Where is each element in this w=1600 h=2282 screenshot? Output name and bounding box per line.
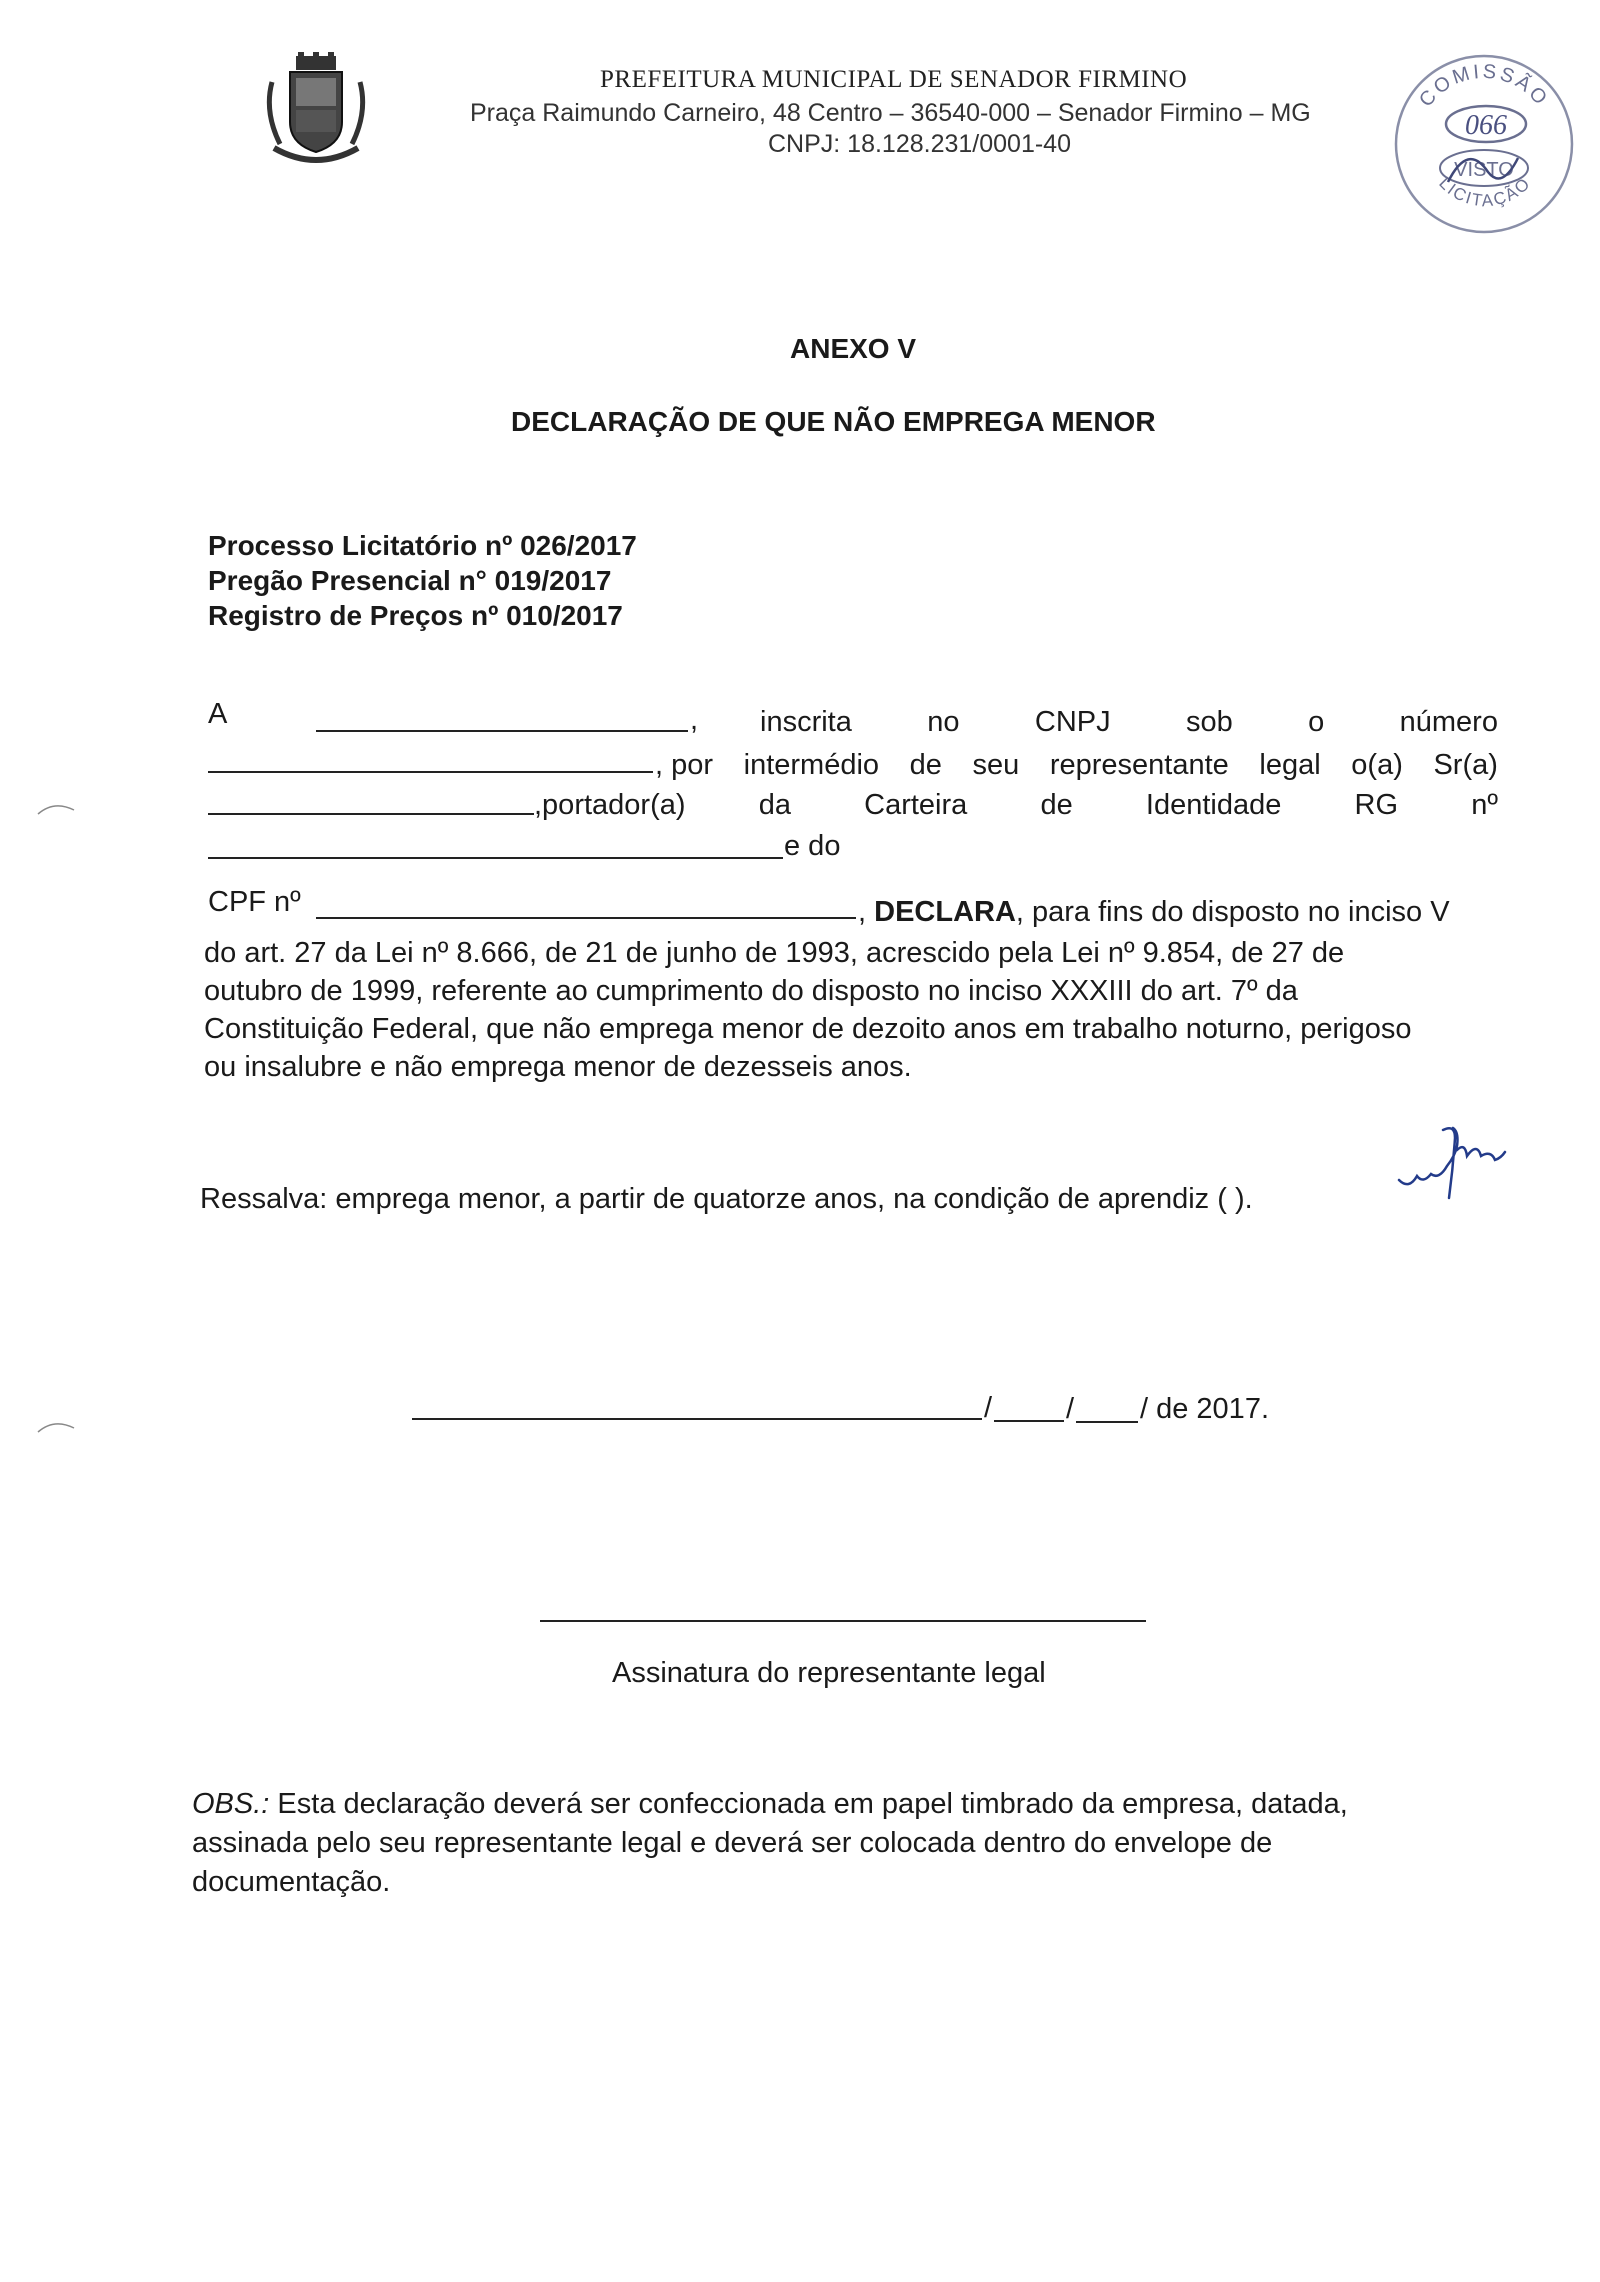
word-no-symbol: nº (1471, 789, 1498, 821)
cpf-comma (858, 896, 1450, 929)
paragraph-line-2: outubro de 1999, referente ao cumprimento do disposto no inciso XXXIII do art. 7º da (204, 975, 1298, 1007)
form-e-do: e do (784, 830, 841, 862)
form-line-2 (655, 749, 1498, 782)
annex-heading: ANEXO V (790, 333, 917, 364)
handwritten-initials (1395, 1110, 1535, 1210)
word-no: no (927, 706, 960, 738)
signature-line[interactable] (540, 1620, 1146, 1622)
word-inscrita: inscrita (760, 706, 852, 738)
declaration-paragraph (204, 934, 1504, 1086)
word-numero: número (1399, 706, 1498, 738)
margin-mark-1 (36, 802, 76, 816)
stamp-visto: VISTO (1454, 159, 1514, 181)
cpf-label: CPF nº (208, 886, 301, 918)
stamp-number: 066 (1465, 110, 1507, 141)
word-de: de (909, 749, 942, 781)
header-cnpj: CNPJ: 18.128.231/0001-40 (768, 130, 1071, 158)
cpf-comma-text: , (858, 896, 867, 928)
date-year: / de 2017. (1140, 1393, 1269, 1425)
svg-text:COMISSÃO (1415, 61, 1553, 112)
word-da: da (758, 789, 791, 821)
day-blank[interactable] (994, 1420, 1064, 1422)
form-line-3 (534, 789, 1498, 822)
form-comma-1: , (690, 704, 699, 736)
municipal-coat-of-arms (260, 52, 372, 170)
word-rg: RG (1354, 789, 1399, 821)
word-por: , por (655, 749, 714, 781)
representative-name-blank[interactable] (208, 813, 534, 815)
obs-text-1: Esta declaração deverá ser confeccionada em papel timbrado da empresa, datada, (277, 1788, 1348, 1820)
process-licitatorio: Processo Licitatório nº 026/2017 (208, 530, 637, 561)
word-de-2: de (1040, 789, 1073, 821)
word-cnpj: CNPJ (1034, 706, 1111, 738)
word-representante: representante (1049, 749, 1229, 781)
word-intermedio: intermédio (743, 749, 880, 781)
cnpj-number-blank[interactable] (208, 771, 653, 773)
company-name-blank[interactable] (316, 730, 688, 732)
pregao-presencial: Pregão Presencial n° 019/2017 (208, 565, 612, 596)
obs-line-2: assinada pelo seu representante legal e deverá ser colocada dentro do envelope de (192, 1827, 1273, 1859)
word-legal: legal (1259, 749, 1321, 781)
declara-word: DECLARA (874, 896, 1016, 928)
word-sob: sob (1185, 706, 1233, 738)
ressalva-text: Ressalva: emprega menor, a partir de quatorze anos, na condição de aprendiz ( ). (200, 1183, 1253, 1215)
obs-line-1 (192, 1785, 1502, 1824)
word-carteira: Carteira (864, 789, 968, 821)
word-seu: seu (972, 749, 1020, 781)
city-blank[interactable] (412, 1418, 982, 1420)
date-slash-2: / (1066, 1393, 1075, 1425)
date-slash-1: / (984, 1392, 993, 1424)
paragraph-line-4: ou insalubre e não emprega menor de dezesseis anos. (204, 1051, 912, 1083)
stamp-bottom-text: LICITAÇÃO (1435, 173, 1535, 211)
word-sra: Sr(a) (1433, 749, 1498, 781)
obs-block (192, 1785, 1502, 1902)
word-portador: ,portador(a) (534, 789, 686, 821)
paragraph-line-1: do art. 27 da Lei nº 8.666, de 21 de junho de 1993, acrescido pela Lei nº 9.854, de 27 de (204, 937, 1345, 969)
margin-mark-2 (36, 1420, 76, 1434)
word-identidade: Identidade (1145, 789, 1282, 821)
commission-stamp (1390, 50, 1578, 238)
declara-rest: , para fins do disposto no inciso V (1015, 896, 1450, 928)
obs-line-3: documentação. (192, 1866, 391, 1898)
header-address: Praça Raimundo Carneiro, 48 Centro – 36540-000 – Senador Firmino – MG (470, 99, 1311, 127)
obs-label: OBS.: (192, 1788, 270, 1820)
cpf-number-blank[interactable] (316, 917, 856, 919)
form-line-1 (760, 706, 1498, 739)
form-a: A (208, 698, 228, 730)
header-title: PREFEITURA MUNICIPAL DE SENADOR FIRMINO (600, 66, 1188, 93)
word-oa: o(a) (1351, 749, 1403, 781)
stamp-top-text: COMISSÃO (1415, 60, 1553, 112)
rg-number-blank[interactable] (208, 857, 783, 859)
word-o: o (1308, 706, 1325, 738)
process-info (208, 528, 637, 633)
paragraph-line-3: Constituição Federal, que não emprega menor de dezoito anos em trabalho noturno, perigoso (204, 1013, 1412, 1045)
month-blank[interactable] (1076, 1421, 1138, 1423)
signature-label: Assinatura do representante legal (612, 1657, 1046, 1689)
registro-precos: Registro de Preços nº 010/2017 (208, 600, 623, 631)
declaration-title: DECLARAÇÃO DE QUE NÃO EMPREGA MENOR (511, 406, 1156, 437)
